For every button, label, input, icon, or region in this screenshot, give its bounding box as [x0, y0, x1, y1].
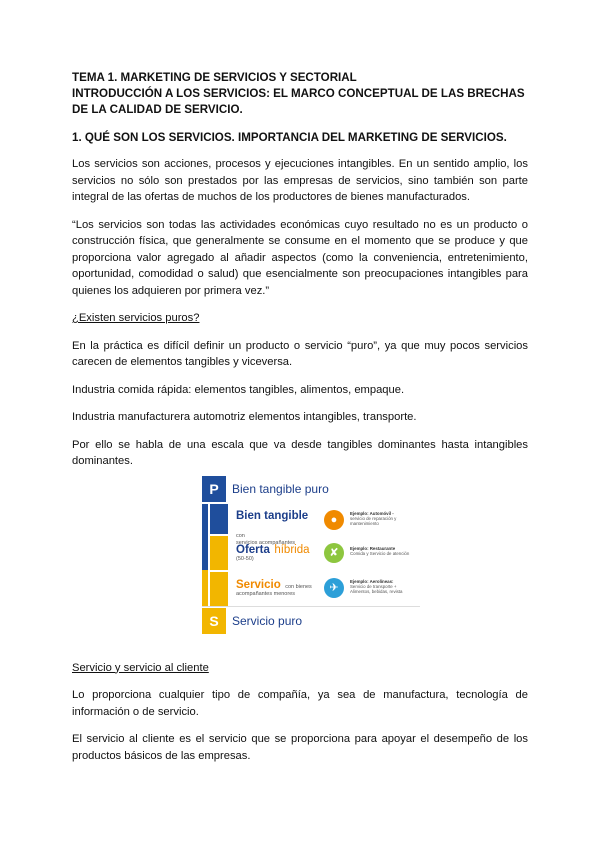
row-service-with-goods: Servicio con bienes acompañantes menores [236, 578, 312, 597]
paragraph-fast-food: Industria comida rápida: elementos tangibles, alimentos, empaque. [72, 383, 405, 396]
doc-subtitle: INTRODUCCIÓN A LOS SERVICIOS: EL MARCO CONCEPTUAL DE LAS BRECHAS DE LA CALIDAD DE SERVICIO. [72, 87, 525, 116]
row-pure-good [202, 476, 420, 502]
row-hybrid-offer: Oferta híbrida (50-50) [236, 543, 310, 562]
subheading-customer-service: Servicio y servicio al cliente [72, 661, 209, 674]
paragraph-definition: Los servicios son acciones, procesos y ejecuciones intangibles. En un sentido amplio, los servicios no sólo son prestados por las empresas de servicios, sino también son parte integral de las ofertas de muchos de los productores de bienes manufacturados. [72, 158, 528, 203]
paragraph-automotive: Industria manufacturera automotriz elementos intangibles, transporte. [72, 411, 417, 423]
row3-example: Ejemplo: Aerolíneas: Servicio de transporte + Alimentos, bebidas, revista [350, 578, 403, 594]
s-badge: S [202, 608, 226, 634]
paragraph-scale: Por ello se habla de una escala que va desde tangibles dominantes hasta intangibles dominantes. [72, 438, 528, 467]
row1-example: Ejemplo: Automóvil - servicio de reparación y mantenimiento [350, 510, 397, 526]
subheading-pure-services: ¿Existen servicios puros? [72, 312, 200, 324]
fork-knife-icon: ✘ [324, 543, 344, 563]
row-pure-service [202, 608, 420, 634]
p-badge: P [202, 476, 226, 502]
tangibility-scale-figure [202, 476, 420, 634]
section-heading: 1. QUÉ SON LOS SERVICIOS. IMPORTANCIA DEL MARKETING DE SERVICIOS. [72, 131, 507, 144]
row2-example: Ejemplo: Restaurante Comida y Servicio de atención [350, 545, 410, 556]
airplane-icon: ✈ [324, 578, 344, 598]
document-page [72, 70, 528, 764]
doc-title: TEMA 1. MARKETING DE SERVICIOS Y SECTORIAL [72, 71, 357, 84]
paragraph-provided-by: Lo proporciona cualquier tipo de compañía, ya sea de manufactura, tecnología de información o de servicio. [72, 689, 528, 718]
paragraph-customer-service: El servicio al cliente es el servicio que se proporciona para apoyar el desempeño de los productos básicos de las empresas. [72, 733, 528, 762]
pure-good-label: Bien tangible puro [232, 481, 329, 496]
pure-service-label: Servicio puro [232, 613, 303, 628]
car-icon: ● [324, 510, 344, 530]
row-tangible-good: Bien tangible con servicios acompañantes [236, 509, 309, 546]
paragraph-pure: En la práctica es difícil definir un producto o servicio “puro”, ya que muy pocos servicios carecen de elementos tangibles y viceversa. [72, 339, 528, 368]
paragraph-quote: “Los servicios son todas las actividades económicas cuyo resultado no es un producto o construcción física, que generalmente se consume en el momento que se produce y que proporciona valor agregado al añadir aspectos (como la conveniencia, entretenimiento, oportunidad, comodidad o salud) que esencialmente son preocupaciones intangibles para quienes los adquieren por primera vez.” [72, 218, 528, 297]
